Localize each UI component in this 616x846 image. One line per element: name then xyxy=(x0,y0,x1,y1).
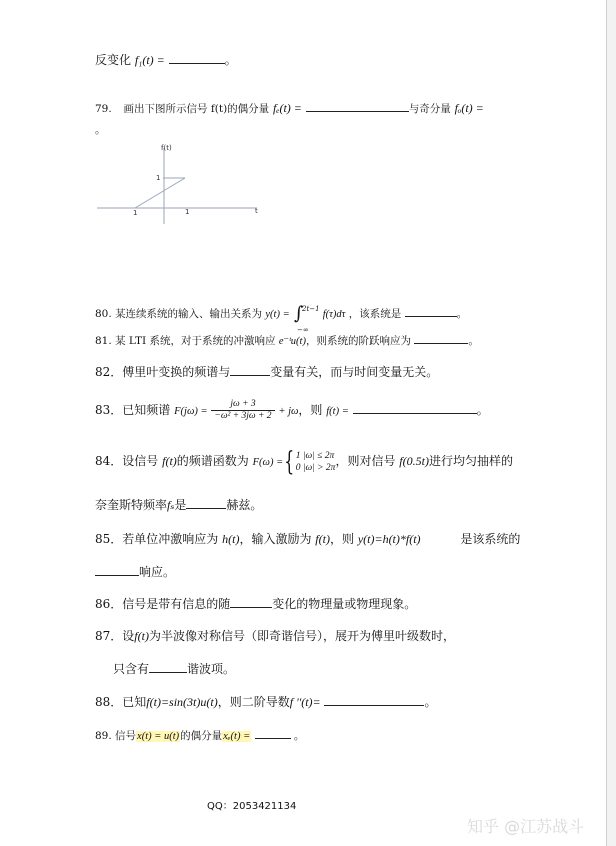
answer-blank xyxy=(230,596,272,608)
fragment-expr: f₁(t) = xyxy=(134,53,165,67)
question-80: 80. 某连续系统的输入、输出关系为 y(t) = ∫ 2t−1 −∞ f(τ)dτ ，该系统是 。 xyxy=(95,303,468,334)
zhihu-watermark: 知乎 @江苏战斗 xyxy=(467,817,585,836)
y-tick-label: 1 xyxy=(156,174,161,182)
question-81: 81. 某 LTI 系统，对于系统的冲激响应 e⁻ᵗu(t)，则系统的阶跃响应为 。 xyxy=(95,332,479,350)
x-tick-neg-label: 1 xyxy=(133,209,138,217)
signal-graph xyxy=(95,140,270,225)
answer-blank xyxy=(186,497,226,509)
question-88: 88．已知f(t)=sin(3t)u(t)，则二阶导数f ''(t)= 。 xyxy=(95,695,437,709)
highlighted-equation: x(t) = u(t) xyxy=(137,731,180,742)
highlighted-even-part: xₑ(t) = xyxy=(223,731,251,742)
scrollbar-track[interactable] xyxy=(607,0,616,846)
answer-blank xyxy=(230,364,270,376)
answer-blank xyxy=(95,564,139,576)
question-87-cont: 只含有 谐波项。 xyxy=(113,662,236,676)
question-89: 89. 信号x(t) = u(t)的偶分量xₑ(t) = 。 xyxy=(95,727,304,745)
answer-blank xyxy=(255,727,291,739)
answer-blank xyxy=(405,305,457,317)
x-axis-label: t xyxy=(255,207,258,215)
fragment-text: 反变化 xyxy=(95,53,132,67)
answer-blank xyxy=(306,100,409,112)
answer-blank xyxy=(149,661,187,673)
cases-block: 1 |ω| ≤ 2π 0 |ω| > 2π xyxy=(295,450,336,473)
question-79: 79. 画出下图所示信号 f(t)的偶分量 fₑ(t) = 与奇分量 fₒ(t) = xyxy=(95,101,484,115)
answer-blank xyxy=(353,402,477,414)
q79-end-mark: 。 xyxy=(95,124,106,136)
answer-blank xyxy=(324,694,424,706)
answer-blank xyxy=(414,332,468,344)
question-84: 84．设信号 f(t)的频谱函数为 F(ω) ={ 1 |ω| ≤ 2π 0 |ω| > 2π ，则对信号 f(0.5t)进行均匀抽样的 xyxy=(95,446,513,477)
fragment-line: 反变化 f₁(t) = 。 xyxy=(95,53,237,67)
footer-qq: QQ：2053421134 xyxy=(207,801,297,812)
question-87: 87．设f(t)为半波像对称信号（即奇谐信号），展开为傅里叶级数时， xyxy=(95,629,455,643)
question-83: 83．已知频谱 F(jω) = $\frac{j\omega + 3}{\text{−ω² + 3jω + 2}}$ + jω，则 f(t) = 。 xyxy=(95,399,489,421)
question-84-cont: 奈奎斯特频率fₛ是 赫兹。 xyxy=(95,498,263,512)
x-tick-pos-label: 1 xyxy=(185,208,190,216)
cases-brace: { xyxy=(284,446,295,477)
question-85: 85．若单位冲激响应为 h(t)，输入激励为 f(t)，则 y(t)=h(t)*f(t) 是该系统的 xyxy=(95,532,521,546)
signal-ramp xyxy=(135,178,185,208)
answer-blank xyxy=(169,52,225,64)
question-85-cont: 响应。 xyxy=(95,564,175,580)
question-86: 86．信号是带有信息的随 变化的物理量或物理现象。 xyxy=(95,597,417,611)
spectrum-fraction: $\frac{j\omega + 3}{\text{−ω² + 3jω + 2}}$ xyxy=(211,399,274,422)
y-axis-label: f(t) xyxy=(161,144,172,152)
question-82: 82．傅里叶变换的频谱与 变量有关，而与时间变量无关。 xyxy=(95,365,439,379)
integral-symbol: ∫ 2t−1 −∞ xyxy=(294,303,320,334)
